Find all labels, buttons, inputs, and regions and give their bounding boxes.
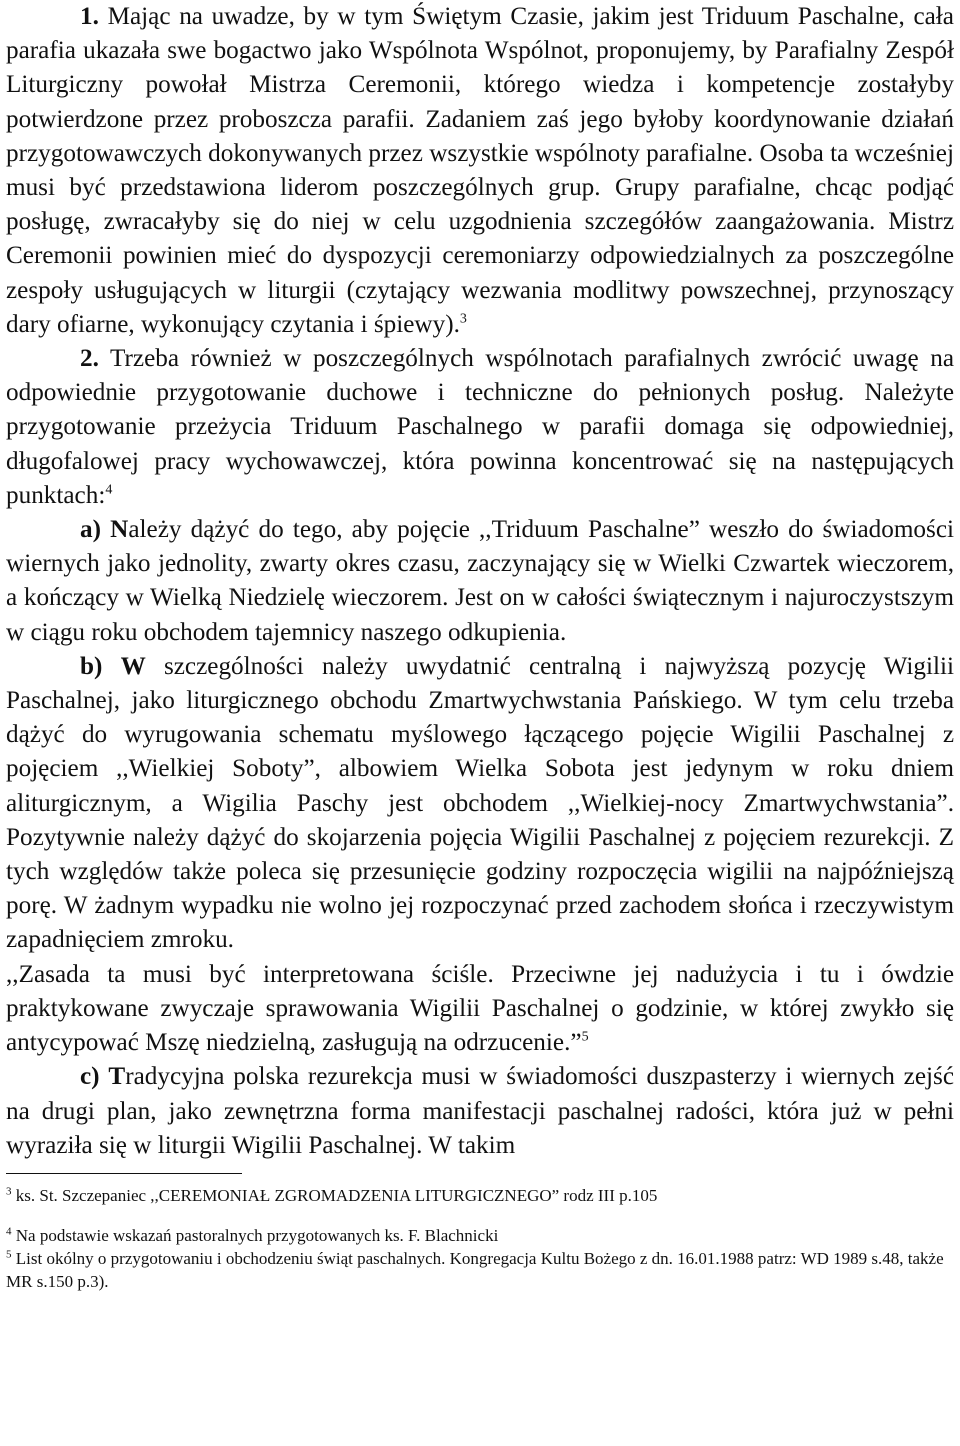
paragraph-1-text: Mając na uwadze, by w tym Świętym Czasie, jakim jest Triduum Paschalne, cała parafia ukazała swe bogactwo jako Wspólnota Wspólnot, proponujemy, by Parafialny Zespół Liturgiczny powołał Mistrza Ceremonii, którego wiedza i kompetencje zostałyby potwierdzone przez proboszcza parafii. Zadaniem zaś jego byłoby koordynowanie działań przygotowawczych dokonywanych przez wszystkie wspólnoty parafialne. Osoba ta wcześniej musi być przedstawiona liderom poszczególnych grup. Grupy parafialne, chcąc podjąć posługę, zwracałyby się do niej w celu uzgodnienia szczegółów zaangażowania. Mistrz Ceremonii powinien mieć do dyspozycji ceremoniarzy odpowiedzialnych za poszczególne zespoły usługujących w liturgii (czytający wezwania modlitwy powszechnej, przynoszący dary ofiarne, wykonujący czytania i śpiewy). <box>6 3 954 338</box>
footnote-ref-5[interactable]: 5 <box>581 1029 589 1045</box>
footnote-ref-4[interactable]: 4 <box>105 482 113 498</box>
document-page <box>6 0 954 1293</box>
footnote-3-number: 3 <box>6 1185 12 1198</box>
point-a-label: a) <box>80 516 101 544</box>
point-c-label: c) <box>80 1063 100 1091</box>
section-number-2: 2. <box>80 345 99 373</box>
quotation-text: ,,Zasada ta musi być interpretowana ściśle. Przeciwne jej nadużycia i tu i ówdzie praktykowane zwyczaje sprawowania Wigilii Paschalnej o godzinie, w której zwykło się antycypować Mszę niedzielną, zasługują na odrzucenie.” <box>6 960 954 1057</box>
footnote-5-text: List okólny o przygotowaniu i obchodzeniu świąt paschalnych. Kongregacja Kultu Bożego z dn. 16.01.1988 patrz: WD 1989 s.48, także MR s.150 p.3). <box>6 1248 944 1291</box>
point-b <box>6 650 954 958</box>
point-b-label: b) <box>80 652 103 680</box>
quotation <box>6 958 954 1061</box>
footnote-5 <box>6 1247 954 1293</box>
footnote-5-number: 5 <box>6 1248 12 1261</box>
footnote-4-text: Na podstawie wskazań pastoralnych przygotowanych ks. F. Blachnicki <box>15 1225 499 1245</box>
section-number-1: 1. <box>80 3 99 30</box>
footnote-4-number: 4 <box>6 1225 12 1238</box>
point-b-initial: W <box>120 652 146 680</box>
point-a-initial: N <box>110 516 129 544</box>
point-c-initial: T <box>108 1063 126 1091</box>
point-c-text: radycyjna polska rezurekcja musi w świadomości duszpasterzy i wiernych zejść na drugi plan, jako zewnętrzna forma manifestacji paschalnej radości, która już w pełni wyraziła się w liturgii Wigilii Paschalnej. W takim <box>6 1063 955 1159</box>
paragraph-2 <box>6 342 954 513</box>
point-a-text: ależy dążyć do tego, aby pojęcie ,,Triduum Paschalne” weszło do świadomości wiernych jako jednolity, zwarty okres czasu, zaczynający się w Wielki Czwartek wieczorem, a kończący w Wielką Niedzielę wieczorem. Jest on w całości świątecznym i najuroczystszym w ciągu roku obchodem tajemnicy naszego odkupienia. <box>6 516 954 646</box>
paragraph-2-text: Trzeba również w poszczególnych wspólnotach parafialnych zwrócić uwagę na odpowiednie przygotowanie duchowe i techniczne do pełnionych posług. Należyte przygotowanie przeżycia Triduum Paschalnego w parafii domaga się odpowiedniej, długofalowej pracy wychowawczej, która powinna koncentrować się na następujących punktach: <box>6 345 954 509</box>
footnote-separator <box>6 1173 242 1174</box>
point-c <box>6 1060 954 1163</box>
point-a <box>6 513 954 650</box>
footnote-ref-3[interactable]: 3 <box>459 311 467 327</box>
paragraph-1 <box>6 0 954 342</box>
footnote-3-text: ks. St. Szczepaniec ,,CEREMONIAŁ ZGROMADZENIA LITURGICZNEGO” rodz III p.105 <box>15 1185 658 1205</box>
footnote-3 <box>6 1184 954 1207</box>
point-b-text: szczególności należy uwydatnić centralną i najwyższą pozycję Wigilii Paschalnej, jako liturgicznego obchodu Zmartwychwstania Pańskiego. W tym celu trzeba dążyć do wyrugowania schematu myślowego łączącego pojęcie Wigilii Paschalnej z pojęciem ,,Wielkiej Soboty”, albowiem Wielka Sobota jest jedynym w roku dniem aliturgicznym, a Wigilia Paschy jest obchodem ,,Wielkiej-nocy Zmartwychwstania”. Pozytywnie należy dążyć do skojarzenia pojęcia Wigilii Paschalnej z pojęciem rezurekcji. Z tych względów także poleca się przesunięcie godziny rozpoczęcia wigilii na najpóźniejszą porę. W żadnym wypadku nie wolno jej rozpoczynać przed zachodem słońca i rzeczywistym zapadnięciem zmroku. <box>6 652 955 954</box>
footnote-4 <box>6 1224 954 1247</box>
